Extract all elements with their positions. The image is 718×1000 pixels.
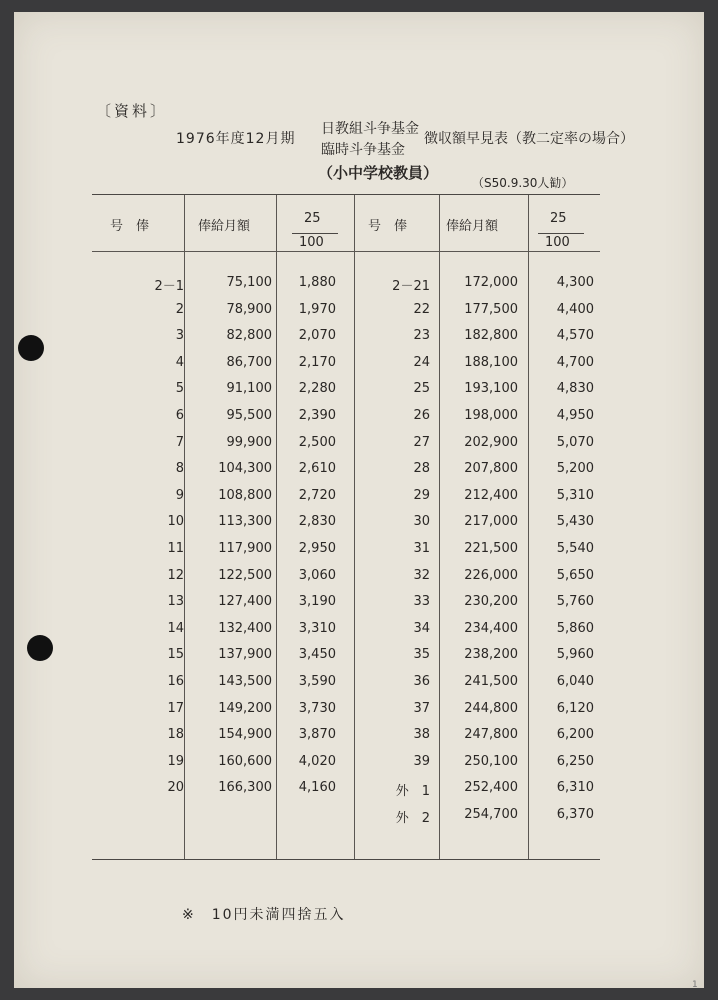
contribution-cell: 3,450 [298, 647, 336, 663]
contribution-cell: 5,200 [556, 461, 594, 477]
as-of-note: （S50.9.30人勧） [472, 176, 574, 190]
document-heading: 1976年度12月期 [176, 131, 296, 147]
grade-cell: 2 [175, 301, 184, 317]
grade-cell: 31 [413, 541, 430, 556]
salary-cell: 95,500 [226, 408, 272, 423]
header-ratio-num-left: 25 [304, 211, 321, 226]
table-row [92, 701, 600, 727]
contribution-cell: 3,190 [298, 594, 336, 610]
grade-cell: 37 [413, 700, 430, 716]
contribution-cell: 2,070 [298, 328, 336, 344]
salary-cell: 75,100 [226, 275, 272, 290]
contribution-cell: 3,310 [298, 620, 336, 636]
salary-cell: 113,300 [218, 514, 272, 530]
salary-cell: 91,100 [226, 381, 272, 397]
grade-cell: 外 1 [395, 784, 430, 800]
grade-cell: 34 [413, 620, 430, 636]
contribution-cell: 2,170 [298, 354, 336, 370]
salary-cell: 154,900 [218, 727, 272, 743]
salary-cell: 137,900 [218, 647, 272, 663]
table-row [92, 594, 600, 620]
salary-cell: 247,800 [464, 727, 518, 743]
salary-cell: 149,200 [218, 700, 272, 716]
contribution-cell: 5,070 [556, 434, 594, 450]
table-row [92, 381, 600, 407]
contribution-cell: 6,200 [556, 727, 594, 743]
table-row [92, 780, 600, 806]
contribution-cell: 4,830 [556, 381, 594, 397]
table-row [92, 488, 600, 514]
contribution-cell: 2,720 [298, 487, 336, 503]
grade-cell: 8 [175, 461, 184, 477]
salary-cell: 254,700 [464, 807, 518, 822]
header-grade-right: 号 俸 [368, 219, 408, 234]
salary-cell: 117,900 [218, 541, 272, 556]
grade-cell: 2－1 [154, 279, 184, 294]
salary-cell: 160,600 [218, 753, 272, 769]
header-ratio-den-right: 100 [545, 235, 570, 250]
table-row [92, 408, 600, 434]
salary-cell: 193,100 [464, 381, 518, 397]
grade-cell: 18 [167, 727, 184, 743]
table-row [92, 674, 600, 700]
salary-cell: 188,100 [464, 354, 518, 370]
contribution-cell: 6,310 [556, 780, 594, 796]
grade-cell: 外 2 [395, 811, 430, 826]
grade-cell: 38 [413, 727, 430, 743]
contribution-cell: 4,020 [298, 753, 336, 769]
table-row [92, 461, 600, 487]
table-row [92, 754, 600, 780]
grade-cell: 26 [413, 408, 430, 423]
grade-cell: 25 [413, 381, 430, 397]
grade-cell: 7 [175, 434, 184, 450]
rounding-footnote: ※ 10円未満四捨五入 [182, 907, 346, 923]
contribution-cell: 4,300 [556, 275, 594, 290]
grade-cell: 12 [167, 567, 184, 583]
contribution-cell: 2,950 [298, 541, 336, 556]
salary-cell: 127,400 [218, 594, 272, 610]
grade-cell: 22 [413, 301, 430, 317]
table-row [92, 621, 600, 647]
grade-cell: 6 [175, 408, 184, 423]
fund-name-2: 臨時斗争基金 [321, 142, 405, 158]
contribution-cell: 4,400 [556, 301, 594, 317]
contribution-cell: 3,870 [298, 727, 336, 743]
salary-cell: 99,900 [226, 434, 272, 450]
table-row [92, 355, 600, 381]
salary-cell: 143,500 [218, 674, 272, 689]
contribution-cell: 2,280 [298, 381, 336, 397]
table-row [92, 807, 600, 833]
salary-cell: 252,400 [464, 780, 518, 796]
corner-mark: 1 [692, 980, 698, 990]
grade-cell: 17 [167, 700, 184, 716]
paper-sheet [14, 12, 704, 988]
contribution-cell: 6,120 [556, 700, 594, 716]
table-row [92, 302, 600, 328]
fraction-bar [292, 233, 338, 234]
binder-hole [27, 635, 53, 661]
header-ratio-num-right: 25 [550, 211, 567, 226]
fund-name-1: 日教組斗争基金 [321, 121, 419, 137]
table-row [92, 727, 600, 753]
contribution-cell: 5,960 [556, 647, 594, 663]
salary-cell: 198,000 [464, 408, 518, 423]
salary-cell: 78,900 [226, 301, 272, 317]
table-row [92, 568, 600, 594]
grade-cell: 9 [175, 487, 184, 503]
grade-cell: 11 [167, 541, 184, 556]
grade-cell: 20 [167, 780, 184, 796]
contribution-cell: 3,060 [298, 567, 336, 583]
contribution-cell: 3,730 [298, 700, 336, 716]
contribution-cell: 5,310 [556, 487, 594, 503]
contribution-cell: 4,700 [556, 354, 594, 370]
quick-table-title: 徴収額早見表（教二定率の場合） [424, 131, 634, 147]
salary-cell: 212,400 [464, 487, 518, 503]
table-row [92, 328, 600, 354]
grade-cell: 13 [167, 594, 184, 610]
salary-cell: 122,500 [218, 567, 272, 583]
grade-cell: 39 [413, 753, 430, 769]
salary-cell: 104,300 [218, 461, 272, 477]
contribution-cell: 1,970 [298, 301, 336, 317]
table-row [92, 435, 600, 461]
salary-cell: 182,800 [464, 328, 518, 344]
grade-cell: 3 [175, 328, 184, 344]
contribution-cell: 5,430 [556, 514, 594, 530]
contribution-cell: 2,830 [298, 514, 336, 530]
contribution-cell: 3,590 [298, 674, 336, 689]
document-tag: 〔資料〕 [96, 102, 169, 120]
contribution-cell: 6,370 [556, 807, 594, 822]
contribution-cell: 2,390 [298, 408, 336, 423]
salary-cell: 132,400 [218, 620, 272, 636]
binder-hole [18, 335, 44, 361]
grade-cell: 5 [175, 381, 184, 397]
salary-cell: 166,300 [218, 780, 272, 796]
table-row [92, 275, 600, 301]
salary-cell: 108,800 [218, 487, 272, 503]
salary-cell: 177,500 [464, 301, 518, 317]
salary-cell: 238,200 [464, 647, 518, 663]
salary-cell: 221,500 [464, 541, 518, 556]
grade-cell: 32 [413, 567, 430, 583]
header-divider [92, 251, 600, 252]
grade-cell: 4 [175, 354, 184, 370]
table-row [92, 541, 600, 567]
grade-cell: 15 [167, 647, 184, 663]
salary-cell: 230,200 [464, 594, 518, 610]
salary-cell: 226,000 [464, 567, 518, 583]
contribution-cell: 2,610 [298, 461, 336, 477]
header-ratio-den-left: 100 [299, 235, 324, 250]
grade-cell: 16 [167, 674, 184, 689]
salary-cell: 202,900 [464, 434, 518, 450]
contribution-table [92, 194, 600, 860]
header-grade-left: 号 俸 [110, 219, 150, 234]
contribution-cell: 6,250 [556, 753, 594, 769]
contribution-cell: 1,880 [298, 275, 336, 290]
grade-cell: 10 [167, 514, 184, 530]
table-row [92, 647, 600, 673]
grade-cell: 36 [413, 674, 430, 689]
grade-cell: 24 [413, 354, 430, 370]
contribution-cell: 4,160 [298, 780, 336, 796]
grade-cell: 30 [413, 514, 430, 530]
grade-cell: 23 [413, 328, 430, 344]
fraction-bar [538, 233, 584, 234]
grade-cell: 14 [167, 620, 184, 636]
contribution-cell: 4,950 [556, 408, 594, 423]
salary-cell: 241,500 [464, 674, 518, 689]
contribution-cell: 5,860 [556, 620, 594, 636]
salary-cell: 207,800 [464, 461, 518, 477]
salary-cell: 217,000 [464, 514, 518, 530]
salary-cell: 82,800 [226, 328, 272, 344]
contribution-cell: 6,040 [556, 674, 594, 689]
salary-cell: 244,800 [464, 700, 518, 716]
header-salary-right: 俸給月額 [446, 219, 499, 234]
grade-cell: 33 [413, 594, 430, 610]
grade-cell: 2－21 [392, 279, 430, 294]
contribution-cell: 2,500 [298, 434, 336, 450]
grade-cell: 35 [413, 647, 430, 663]
salary-cell: 234,400 [464, 620, 518, 636]
table-row [92, 514, 600, 540]
salary-cell: 250,100 [464, 753, 518, 769]
contribution-cell: 5,760 [556, 594, 594, 610]
contribution-cell: 4,570 [556, 328, 594, 344]
contribution-cell: 5,540 [556, 541, 594, 556]
document-subtitle: （小中学校教員） [318, 164, 439, 182]
grade-cell: 27 [413, 434, 430, 450]
grade-cell: 29 [413, 487, 430, 503]
salary-cell: 172,000 [464, 275, 518, 290]
header-salary-left: 俸給月額 [198, 219, 251, 234]
grade-cell: 28 [413, 461, 430, 477]
grade-cell: 19 [167, 753, 184, 769]
salary-cell: 86,700 [226, 354, 272, 370]
contribution-cell: 5,650 [556, 567, 594, 583]
